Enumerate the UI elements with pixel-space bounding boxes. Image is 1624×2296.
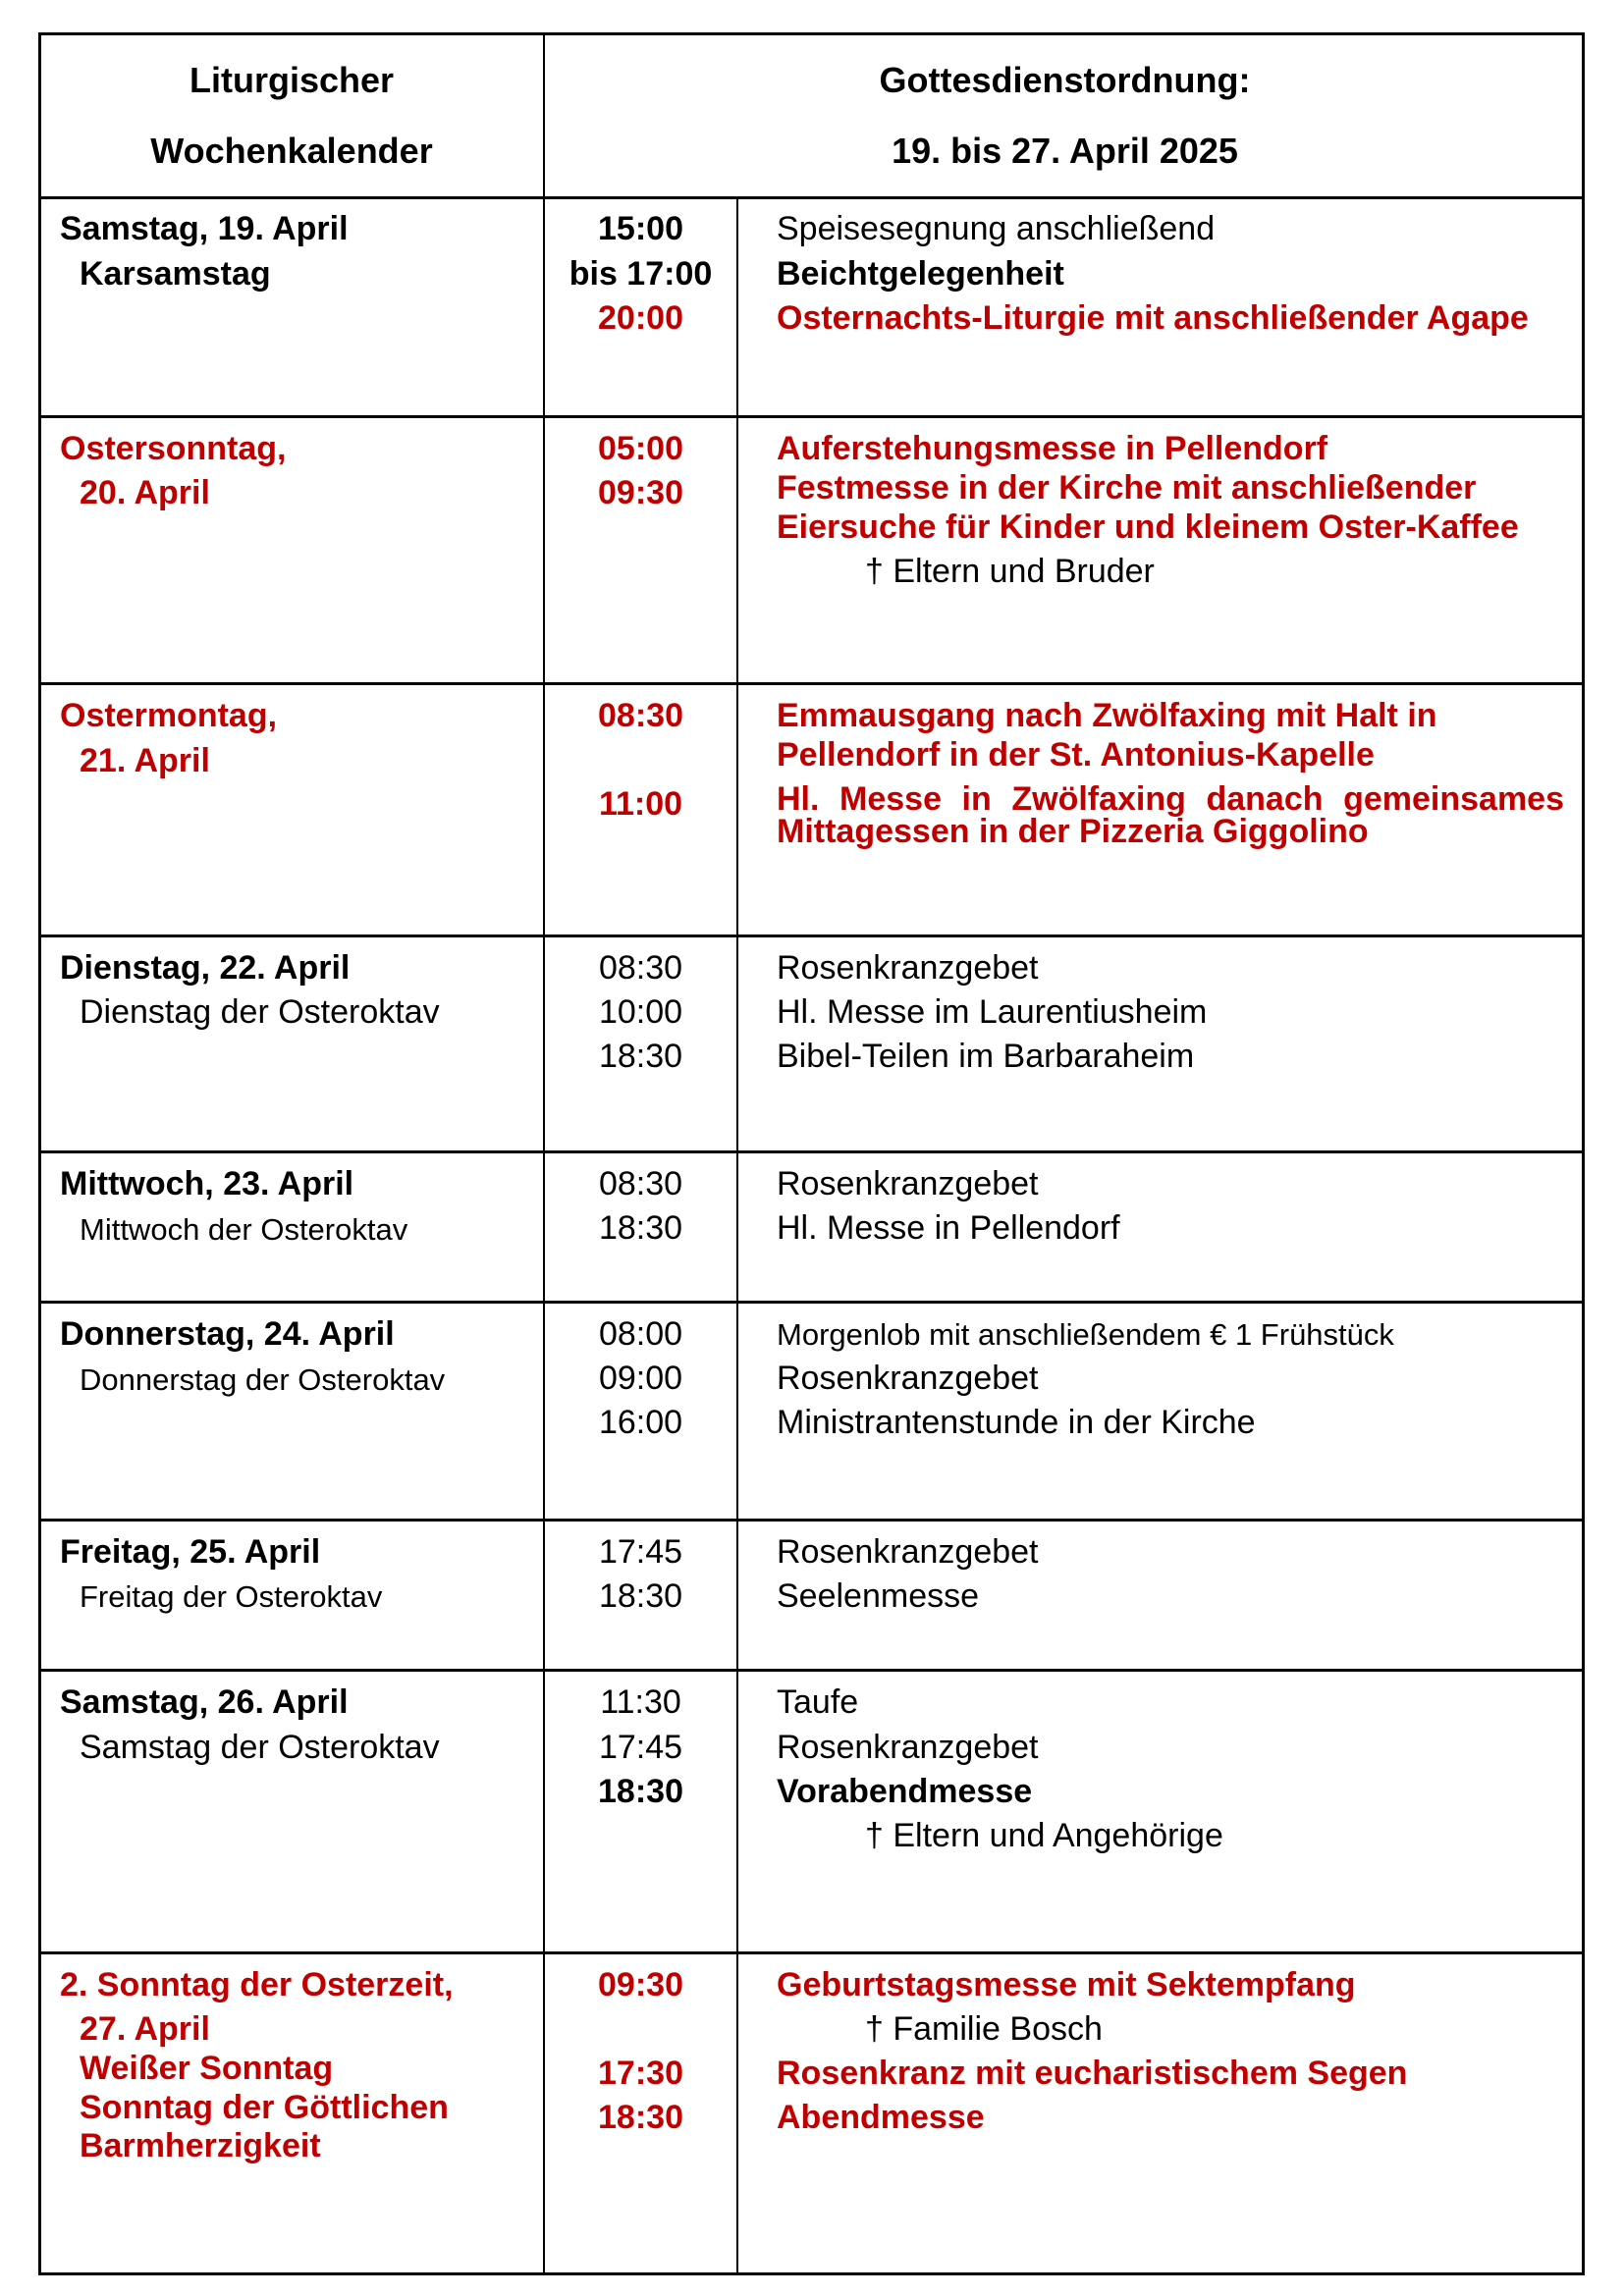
event-title: Beichtgelegenheit <box>777 255 1064 293</box>
event-time: 05:00 <box>598 430 683 467</box>
intention-text: Familie Bosch <box>893 2010 1103 2048</box>
day-date: Donnerstag, 24. April <box>60 1315 395 1353</box>
day-subtitle: Freitag der Osteroktav <box>80 1579 383 1614</box>
event-title: Taufe <box>777 1683 859 1721</box>
event-time: 09:30 <box>598 1966 683 2003</box>
event-title: Abendmesse <box>777 2099 985 2136</box>
day-row-freitag <box>41 1522 1582 1669</box>
event-title: Geburtstagsmesse mit Sektempfang <box>777 1966 1356 2003</box>
day-date: Ostermontag, <box>60 697 278 734</box>
event-time: 08:30 <box>598 949 683 987</box>
event-title: Mittagessen in der Pizzeria Giggolino <box>777 813 1369 850</box>
intention-text: Eltern und Bruder <box>893 553 1155 590</box>
day-subtitle: 21. April <box>80 742 210 779</box>
day-date: Samstag, 19. April <box>60 210 349 247</box>
day-feast-name: Weißer Sonntag <box>80 2050 334 2087</box>
day-row-ostermontag <box>41 685 1582 934</box>
day-date: Mittwoch, 23. April <box>60 1165 354 1202</box>
event-time: 18:30 <box>598 1577 683 1615</box>
day-date: Freitag, 25. April <box>60 1533 321 1571</box>
event-time: 08:30 <box>598 697 683 734</box>
day-row-karsamstag <box>41 199 1582 415</box>
day-subtitle: 20. April <box>80 474 210 511</box>
event-title: Festmesse in der Kirche mit anschließender <box>777 469 1477 507</box>
event-time: 09:30 <box>598 474 683 511</box>
event-time: 20:00 <box>598 299 683 337</box>
event-time: 17:45 <box>598 1533 683 1571</box>
header-right-line1: Gottesdienstordnung: <box>879 60 1251 100</box>
day-subtitle: Dienstag der Osteroktav <box>80 993 440 1031</box>
event-time: 16:00 <box>598 1404 683 1441</box>
event-time: 18:30 <box>598 1773 683 1810</box>
event-title: Rosenkranzgebet <box>777 1165 1039 1202</box>
dagger-icon: † <box>865 1817 884 1854</box>
event-title: Speisesegnung anschließend <box>777 210 1216 247</box>
event-title: Bibel-Teilen im Barbaraheim <box>777 1038 1195 1075</box>
day-date: Samstag, 26. April <box>60 1683 349 1721</box>
day-subtitle: Karsamstag <box>80 255 271 293</box>
day-subtitle: Samstag der Osteroktav <box>80 1729 440 1766</box>
day-date: Ostersonntag, <box>60 430 287 467</box>
day-row-ostersonntag <box>41 418 1582 682</box>
day-row-donnerstag <box>41 1304 1582 1519</box>
event-title: Rosenkranzgebet <box>777 1729 1039 1766</box>
day-row-mittwoch <box>41 1153 1582 1301</box>
event-title: Eiersuche für Kinder und kleinem Oster-Kaffee <box>777 508 1519 546</box>
day-row-dienstag <box>41 937 1582 1150</box>
header-left-line1: Liturgischer <box>189 60 395 100</box>
event-title: Hl. Messe in Pellendorf <box>777 1209 1120 1247</box>
event-time: 17:30 <box>598 2055 683 2092</box>
day-subtitle: 27. April <box>80 2010 210 2048</box>
event-title: Rosenkranzgebet <box>777 1360 1039 1397</box>
event-time: 09:00 <box>598 1360 683 1397</box>
day-feast-name: Barmherzigkeit <box>80 2127 321 2164</box>
header-right-line2: 19. bis 27. April 2025 <box>892 131 1238 171</box>
event-title: Rosenkranzgebet <box>777 949 1039 987</box>
event-title: Emmausgang nach Zwölfaxing mit Halt in <box>777 697 1437 734</box>
event-title: Ministrantenstunde in der Kirche <box>777 1404 1256 1441</box>
event-time: bis 17:00 <box>568 255 713 293</box>
event-title: Rosenkranz mit eucharistischem Segen <box>777 2055 1408 2092</box>
header-liturgical-calendar <box>41 35 542 196</box>
day-feast-name: Sonntag der Göttlichen <box>80 2089 449 2126</box>
event-time: 18:30 <box>598 1038 683 1075</box>
day-row-weisser-sonntag <box>41 1954 1582 2275</box>
event-time: 11:00 <box>598 785 683 823</box>
schedule-table <box>38 32 1585 2275</box>
day-date: Dienstag, 22. April <box>60 949 351 987</box>
event-title: Morgenlob mit anschließendem € 1 Frühstück <box>777 1317 1394 1352</box>
header-left-line2: Wochenkalender <box>150 131 433 171</box>
event-time: 08:00 <box>598 1315 683 1353</box>
header-service-order <box>545 35 1585 196</box>
mass-intention <box>865 552 1155 591</box>
event-title: Osternachts-Liturgie mit anschließender Agape <box>777 299 1529 337</box>
event-time: 18:30 <box>598 2099 683 2136</box>
dagger-icon: † <box>865 553 884 590</box>
event-title: Auferstehungsmesse in Pellendorf <box>777 430 1328 467</box>
dagger-icon: † <box>865 2010 884 2048</box>
day-row-samstag-26 <box>41 1672 1582 1951</box>
event-time: 15:00 <box>598 210 683 247</box>
event-title: Seelenmesse <box>777 1577 980 1615</box>
event-time: 11:30 <box>600 1683 681 1721</box>
event-title: Pellendorf in der St. Antonius-Kapelle <box>777 736 1375 774</box>
event-time: 08:30 <box>598 1165 683 1202</box>
intention-text: Eltern und Angehörige <box>893 1817 1223 1854</box>
event-time: 18:30 <box>598 1209 683 1247</box>
event-time: 10:00 <box>598 993 683 1031</box>
event-time: 17:45 <box>598 1729 683 1766</box>
mass-intention <box>865 2009 1103 2049</box>
day-subtitle: Donnerstag der Osteroktav <box>80 1362 446 1397</box>
day-date: 2. Sonntag der Osterzeit, <box>60 1966 454 2003</box>
event-title: Rosenkranzgebet <box>777 1533 1039 1571</box>
event-title: Hl. Messe im Laurentiusheim <box>777 993 1208 1031</box>
event-title: Vorabendmesse <box>777 1773 1033 1810</box>
day-subtitle: Mittwoch der Osteroktav <box>80 1212 408 1247</box>
mass-intention <box>865 1816 1223 1855</box>
event-title: Hl. Messe in Zwölfaxing danach gemeinsames <box>777 780 1564 818</box>
